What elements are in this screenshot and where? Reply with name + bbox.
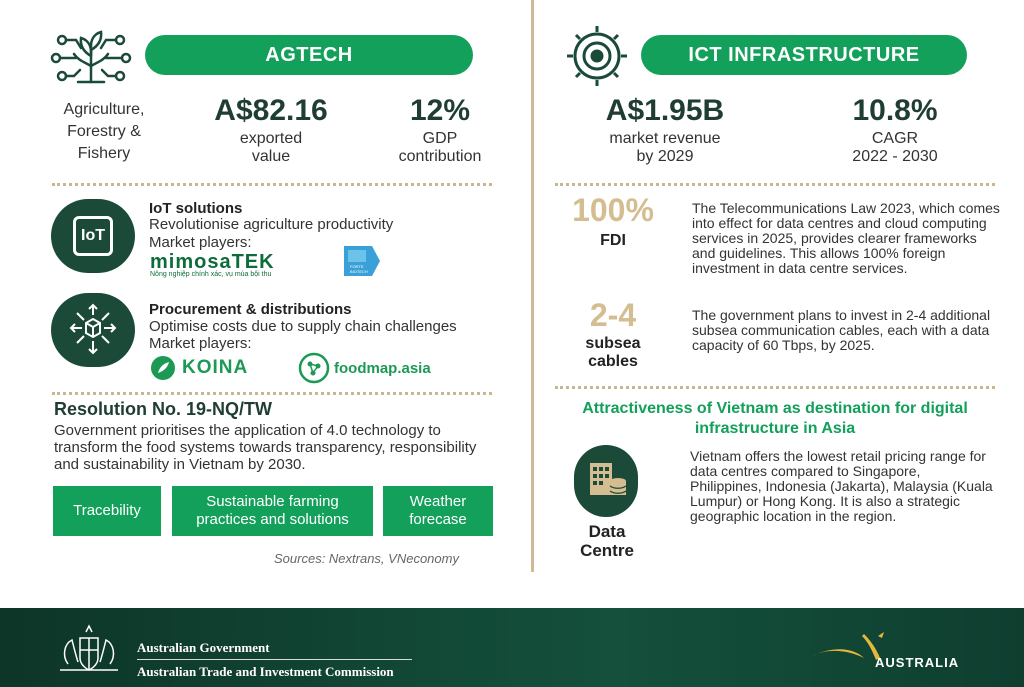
fdi-text: The Telecommunications Law 2023, which comes into effect for data centres and cloud computing services in 2025, provides clearer frameworks and guidelines. This allows 100% foreign investment in data centre services. <box>692 200 1000 276</box>
agtech-sector: Agriculture, Forestry & Fishery <box>63 101 145 162</box>
data-centre-text: Vietnam offers the lowest retail pricing range for data centres compared to Singapore, Philippines, Indonesia (Jakarta), Malaysia (Kuala Lumpur) or Hong Kong. It is also a strategic geographic location in the region. <box>690 448 993 524</box>
ict-title: ICT INFRASTRUCTURE <box>641 35 967 75</box>
ict-cagr-value: 10.8% <box>852 94 938 127</box>
mimosatek-logo: mimosaTEK Nông nghiệp chính xác, vụ mùa bội thu <box>150 251 275 278</box>
agtech-export-label: exported value <box>239 130 303 165</box>
ict-gear-icon <box>563 22 631 90</box>
sustainable-farming-button[interactable]: Sustainable farming practices and solutions <box>172 486 373 536</box>
subsea-text: The government plans to invest in 2-4 additional subsea communication cables, each with a data capacity of 60 Tbps, by 2025. <box>692 307 991 353</box>
resolution-title: Resolution No. 19-NQ/TW <box>54 399 272 419</box>
sources-note: Sources: Nextrans, VNeconomy <box>274 551 459 566</box>
procurement-heading: Procurement & distributions <box>149 301 352 318</box>
divider-dotted <box>555 386 995 389</box>
divider-dotted <box>52 392 492 395</box>
forte-biotech-logo: FORTE BIOTECH <box>338 242 382 280</box>
iot-icon <box>51 199 135 273</box>
fdi-label: FDI <box>600 232 626 249</box>
agtech-title: AGTECH <box>145 35 473 75</box>
foodmap-logo: foodmap.asia <box>298 352 448 384</box>
ict-revenue-value: A$1.95B <box>605 94 725 127</box>
subsea-label: subsea cables <box>585 335 641 370</box>
attractiveness-title: Attractiveness of Vietnam as destination for digital infrastructure in Asia <box>582 400 968 437</box>
agtech-gdp-label: GDP contribution <box>398 130 482 165</box>
center-divider <box>531 0 534 572</box>
agtech-export-value: A$82.16 <box>214 94 328 127</box>
iot-heading: IoT solutions <box>149 200 243 217</box>
ict-cagr-label: CAGR 2022 - 2030 <box>852 130 938 165</box>
divider-dotted <box>52 183 492 186</box>
agtech-gdp-value: 12% <box>409 94 471 127</box>
agtech-icon <box>48 26 134 88</box>
koina-logo: KOINA <box>150 354 260 382</box>
ict-revenue-label: market revenue by 2029 <box>609 130 721 165</box>
gov-line-1: Australian Government <box>137 640 270 655</box>
gov-line-2: Australian Trade and Investment Commission <box>137 664 394 679</box>
weather-forecast-button[interactable]: Weather forecase <box>383 486 493 536</box>
fdi-value: 100% <box>572 192 654 228</box>
iot-players-label: Market players: <box>149 234 252 251</box>
footer-bar <box>0 608 1024 687</box>
data-centre-icon <box>574 445 638 517</box>
procurement-icon <box>51 293 135 367</box>
iot-desc: Revolutionise agriculture productivity <box>149 216 394 233</box>
iot-chip: IoT <box>73 216 113 256</box>
procurement-players-label: Market players: <box>149 335 252 352</box>
coat-of-arms-icon <box>50 620 128 676</box>
divider-dotted <box>555 183 995 186</box>
australia-brand: AUSTRALIA <box>875 655 960 670</box>
data-centre-label: Data Centre <box>580 522 634 560</box>
subsea-value: 2-4 <box>589 297 637 333</box>
traceability-button[interactable]: Tracebility <box>53 486 161 536</box>
procurement-desc: Optimise costs due to supply chain challenges <box>149 318 457 335</box>
gov-divider <box>137 659 412 660</box>
resolution-text: Government prioritises the application of 4.0 technology to transform the food systems towards transparency, responsibility and sustainability in Vietnam by 2030. <box>54 422 477 473</box>
